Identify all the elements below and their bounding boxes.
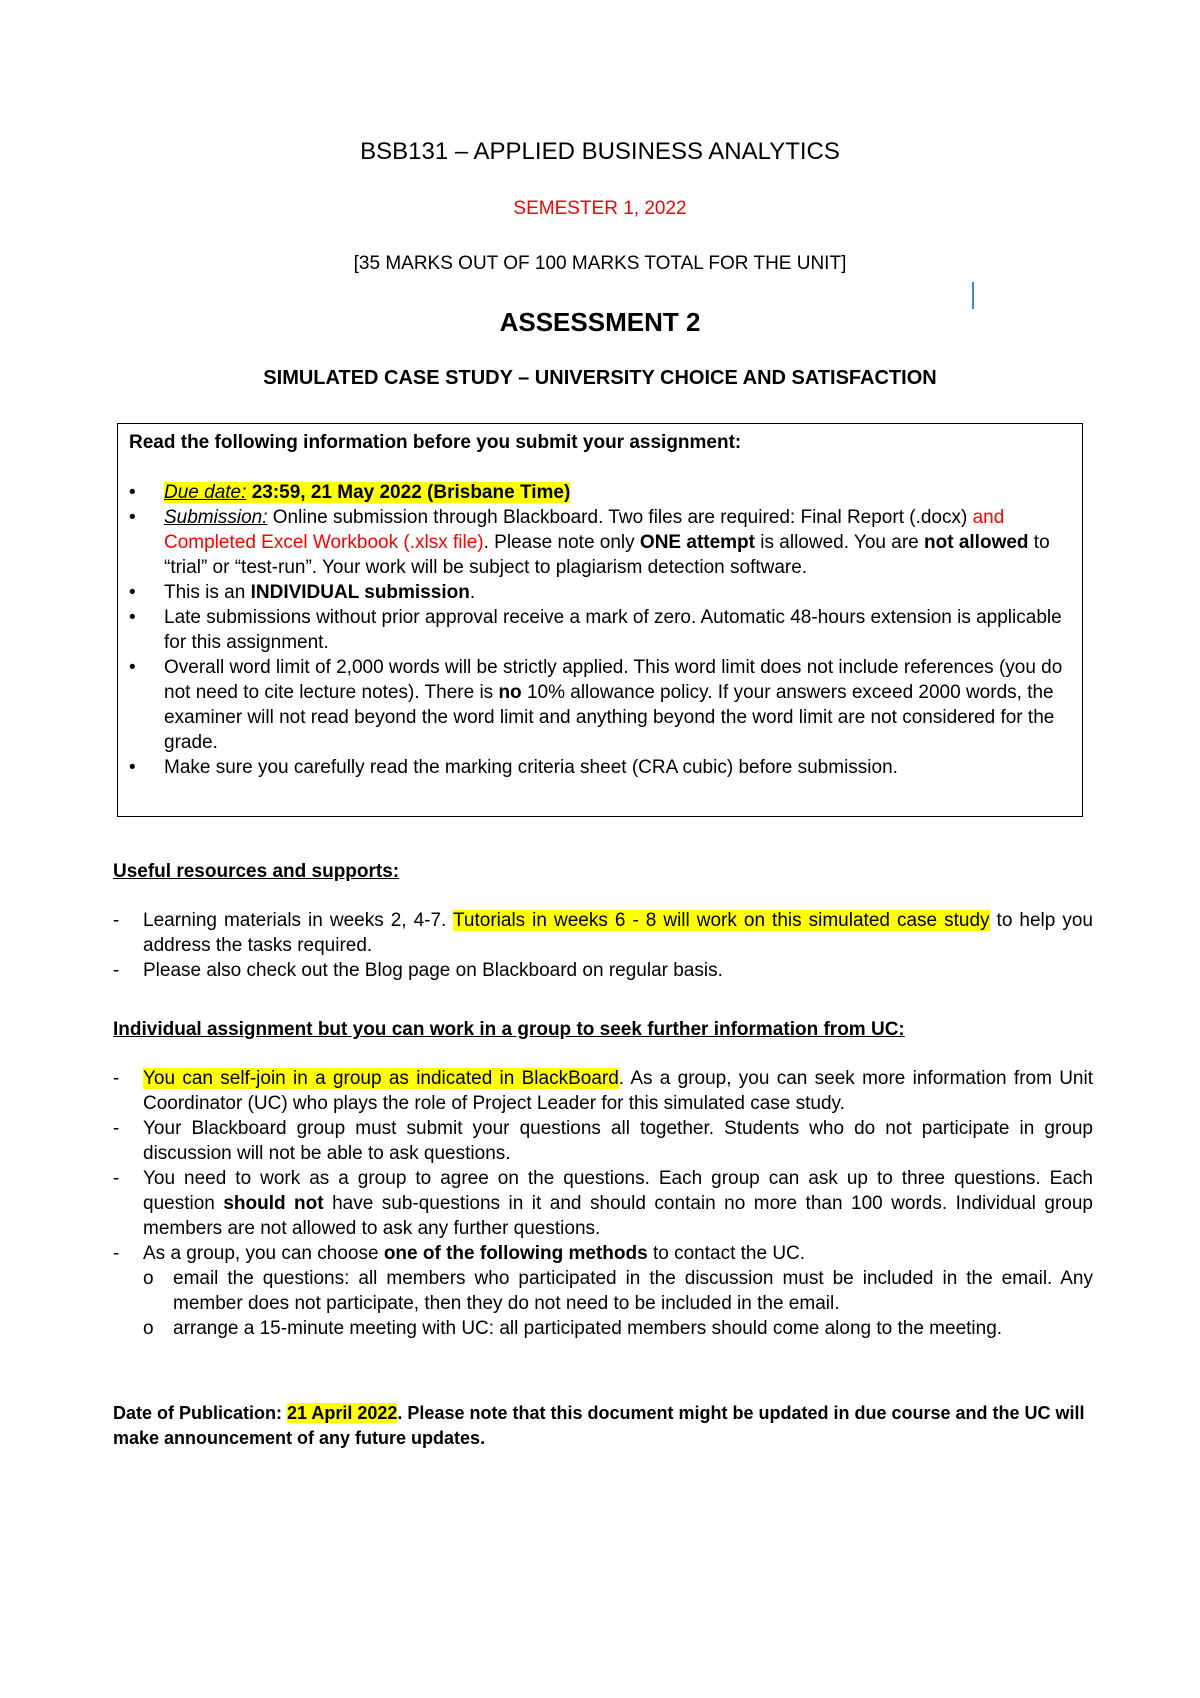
bullet-submission xyxy=(118,505,1078,580)
group-item-self-join xyxy=(113,1066,1093,1116)
group-text: have sub-questions in it and should contain no more than 100 words. Individual group members are not allowed to ask any further questions. xyxy=(143,1193,1093,1239)
submission-label: Submission: xyxy=(164,507,268,528)
semester-label: SEMESTER 1, 2022 xyxy=(513,198,687,219)
assessment-title: ASSESSMENT 2 xyxy=(499,307,701,337)
bullet-icon: • xyxy=(129,657,136,678)
group-text: Your Blackboard group must submit your questions all together. Students who do not participate in group discussion will not be able to ask questions. xyxy=(143,1118,1093,1164)
submission-info-box xyxy=(117,423,1083,817)
not-allowed-text: not allowed xyxy=(924,532,1029,553)
resources-heading: Useful resources and supports: xyxy=(113,861,400,882)
no-allowance-text: no xyxy=(498,682,522,703)
submission-text: . Please note only xyxy=(483,532,640,553)
due-date-label: Due date: xyxy=(164,482,247,503)
dash-marker: - xyxy=(113,910,120,931)
group-item-submit-together xyxy=(113,1116,1093,1166)
individual-text: . xyxy=(469,582,476,603)
bullet-icon: • xyxy=(129,582,136,603)
group-text: As a group, you can choose xyxy=(143,1243,384,1264)
dash-marker: - xyxy=(113,1168,120,1189)
publication-label: Date of Publication: xyxy=(113,1403,288,1423)
bullet-icon: • xyxy=(129,482,136,503)
method-text: email the questions: all members who participated in the discussion must be included in the email. Any member does not participate, then they do not need to be included in the email. xyxy=(173,1268,1093,1314)
submission-text: to “trial” or “test-run”. Your work will be subject to plagiarism detection software. xyxy=(164,532,1050,578)
excel-workbook-note: and Completed Excel Workbook (.xlsx file) xyxy=(164,507,1005,553)
group-text: to contact the UC. xyxy=(647,1243,806,1264)
publication-note xyxy=(113,1401,1103,1451)
one-attempt-text: ONE attempt xyxy=(639,532,755,553)
resource-item-blog xyxy=(113,958,1093,983)
group-heading: Individual assignment but you can work in a group to seek further information from UC: xyxy=(113,1019,905,1040)
word-limit-text: 10% allowance policy. If your answers exceed 2000 words, the examiner will not read beyond the word limit and anything beyond the word limit are not considered for the grade. xyxy=(164,682,1055,753)
dash-marker: - xyxy=(113,1068,120,1089)
case-study-title: SIMULATED CASE STUDY – UNIVERSITY CHOICE AND SATISFACTION xyxy=(263,367,937,389)
individual-text: This is an xyxy=(164,582,251,603)
submission-text: Online submission through Blackboard. Two files are required: Final Report (.docx) xyxy=(267,507,973,528)
methods-text: one of the following methods xyxy=(383,1243,648,1264)
unit-title: BSB131 – APPLIED BUSINESS ANALYTICS xyxy=(360,138,840,165)
bullet-late-submission xyxy=(118,605,1078,655)
group-item-contact-methods xyxy=(113,1241,1093,1341)
bullet-icon: • xyxy=(129,607,136,628)
method-meeting xyxy=(143,1316,1093,1341)
dash-marker: - xyxy=(113,960,120,981)
group-list xyxy=(113,1066,1093,1341)
group-item-questions xyxy=(113,1166,1093,1241)
should-not-text: should not xyxy=(223,1193,324,1214)
marking-criteria-text: Make sure you carefully read the marking criteria sheet (CRA cubic) before submission. xyxy=(164,757,898,778)
publication-text: . Please note that this document might be updated in due course and the UC will make announcement of any future updates. xyxy=(113,1403,1085,1448)
due-date-value: 23:59, 21 May 2022 (Brisbane Time) xyxy=(251,482,571,503)
resource-text: to help you address the tasks required. xyxy=(143,910,1093,956)
group-text: You need to work as a group to agree on the questions. Each group can ask up to three questions. Each question xyxy=(143,1168,1093,1214)
bullet-word-limit xyxy=(118,655,1078,755)
info-box-heading: Read the following information before you submit your assignment: xyxy=(129,432,742,453)
resources-list xyxy=(113,908,1093,983)
bullet-individual xyxy=(118,580,1078,605)
resource-text: Please also check out the Blog page on Blackboard on regular basis. xyxy=(143,960,723,981)
bullet-marking-criteria xyxy=(118,755,1078,780)
marks-label: [35 MARKS OUT OF 100 MARKS TOTAL FOR THE UNIT] xyxy=(353,253,847,274)
publication-date: 21 April 2022 xyxy=(287,1403,398,1423)
resource-text: Learning materials in weeks 2, 4-7. xyxy=(143,910,454,931)
bullet-icon: • xyxy=(129,507,136,528)
contact-methods-list xyxy=(143,1266,1093,1341)
text-cursor xyxy=(972,282,974,309)
word-limit-text: Overall word limit of 2,000 words will be strictly applied. This word limit does not include references (you do not need to cite lecture notes). There is xyxy=(164,657,1063,703)
circle-marker: o xyxy=(143,1268,154,1289)
self-join-highlight: You can self-join in a group as indicated in BlackBoard xyxy=(143,1068,619,1089)
late-submission-text: Late submissions without prior approval receive a mark of zero. Automatic 48-hours extension is applicable for this assignment. xyxy=(164,607,1062,653)
dash-marker: - xyxy=(113,1243,120,1264)
group-text: . As a group, you can seek more information from Unit Coordinator (UC) who plays the role of Project Leader for this simulated case study. xyxy=(143,1068,1093,1114)
bullet-icon: • xyxy=(129,757,136,778)
resource-item-learning-materials xyxy=(113,908,1093,958)
individual-submission-text: INDIVIDUAL submission xyxy=(250,582,470,603)
submission-text: is allowed. You are xyxy=(755,532,925,553)
submission-bullet-list xyxy=(118,480,1078,780)
bullet-due-date xyxy=(118,480,1078,505)
tutorials-highlight: Tutorials in weeks 6 - 8 will work on this simulated case study xyxy=(453,910,990,931)
method-email xyxy=(143,1266,1093,1316)
circle-marker: o xyxy=(143,1318,154,1339)
dash-marker: - xyxy=(113,1118,120,1139)
method-text: arrange a 15-minute meeting with UC: all participated members should come along to the meeting. xyxy=(173,1318,1003,1339)
